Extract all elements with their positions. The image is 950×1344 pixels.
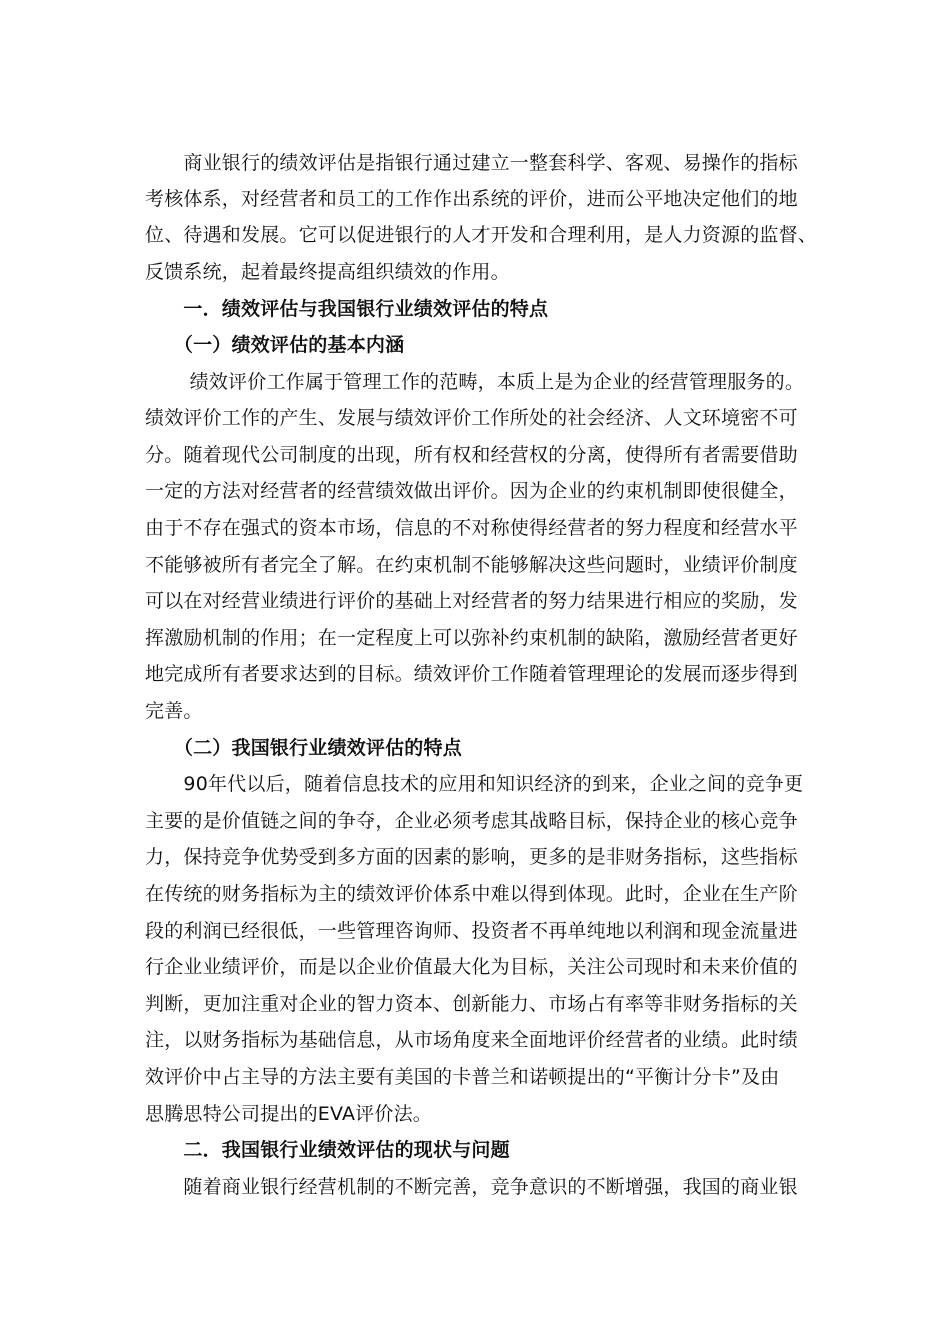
paragraph-line: 考核体系，对经营者和员工的工作作出系统的评价，进而公平地决定他们的地 [145,188,798,210]
paragraph-line: 段的利润已经很低，一些管理咨询师、投资者不再单纯地以利润和现金流量进 [145,920,798,942]
subsection-heading: （一）绩效评估的基本内涵 [145,334,405,356]
paragraph-line: 在传统的财务指标为主的绩效评价体系中难以得到体现。此时，企业在生产阶 [145,883,798,905]
section-heading: 二．我国银行业绩效评估的现状与问题 [145,1139,510,1161]
paragraph-line: 位、待遇和发展。它可以促进银行的人才开发和合理利用，是人力资源的监督、 [145,224,818,246]
paragraph-line: 分。随着现代公司制度的出现，所有权和经营权的分离，使得所有者需要借助 [145,444,798,466]
paragraph-line: 可以在对经营业绩进行评价的基础上对经营者的努力结果进行相应的奖励，发 [145,590,798,612]
paragraph-line: 思腾思特公司提出的EVA评价法。 [145,1103,432,1125]
paragraph-line: 90年代以后，随着信息技术的应用和知识经济的到来，企业之间的竞争更 [145,773,804,795]
section-heading: 一．绩效评估与我国银行业绩效评估的特点 [145,298,549,320]
paragraph-line: 商业银行的绩效评估是指银行通过建立一整套科学、客观、易操作的指标 [145,152,798,174]
paragraph-line: 主要的是价值链之间的争夺，企业必须考虑其战略目标，保持企业的核心竞争 [145,810,798,832]
paragraph-line: 随着商业银行经营机制的不断完善，竞争意识的不断增强，我国的商业银 [145,1176,798,1198]
paragraph-line: 一定的方法对经营者的经营绩效做出评价。因为企业的约束机制即使很健全， [145,480,798,502]
paragraph-line: 挥激励机制的作用；在一定程度上可以弥补约束机制的缺陷，激励经营者更好 [145,627,798,649]
paragraph-line: 完善。 [145,700,203,722]
paragraph-line: 绩效评价工作属于管理工作的范畴，本质上是为企业的经营管理服务的。 [145,371,805,393]
paragraph-line: 地完成所有者要求达到的目标。绩效评价工作随着管理理论的发展而逐步得到 [145,663,798,685]
paragraph-line: 绩效评价工作的产生、发展与绩效评价工作所处的社会经济、人文环境密不可 [145,407,798,429]
subsection-heading: （二）我国银行业绩效评估的特点 [145,737,462,759]
paragraph-line: 反馈系统，起着最终提高组织绩效的作用。 [145,261,510,283]
paragraph-line: 注，以财务指标为基础信息，从市场角度来全面地评价经营者的业绩。此时绩 [145,1029,798,1051]
paragraph-line: 判断，更加注重对企业的智力资本、创新能力、市场占有率等非财务指标的关 [145,993,798,1015]
paragraph-line: 效评价中占主导的方法主要有美国的卡普兰和诺顿提出的“平衡计分卡”及由 [145,1066,780,1088]
paragraph-line: 由于不存在强式的资本市场，信息的不对称使得经营者的努力程度和经营水平 [145,517,798,539]
paragraph-line: 行企业业绩评价，而是以企业价值最大化为目标，关注公司现时和未来价值的 [145,956,798,978]
paragraph-line: 不能够被所有者完全了解。在约束机制不能够解决这些问题时，业绩评价制度 [145,554,798,576]
paragraph-line: 力，保持竞争优势受到多方面的因素的影响，更多的是非财务指标，这些指标 [145,846,798,868]
